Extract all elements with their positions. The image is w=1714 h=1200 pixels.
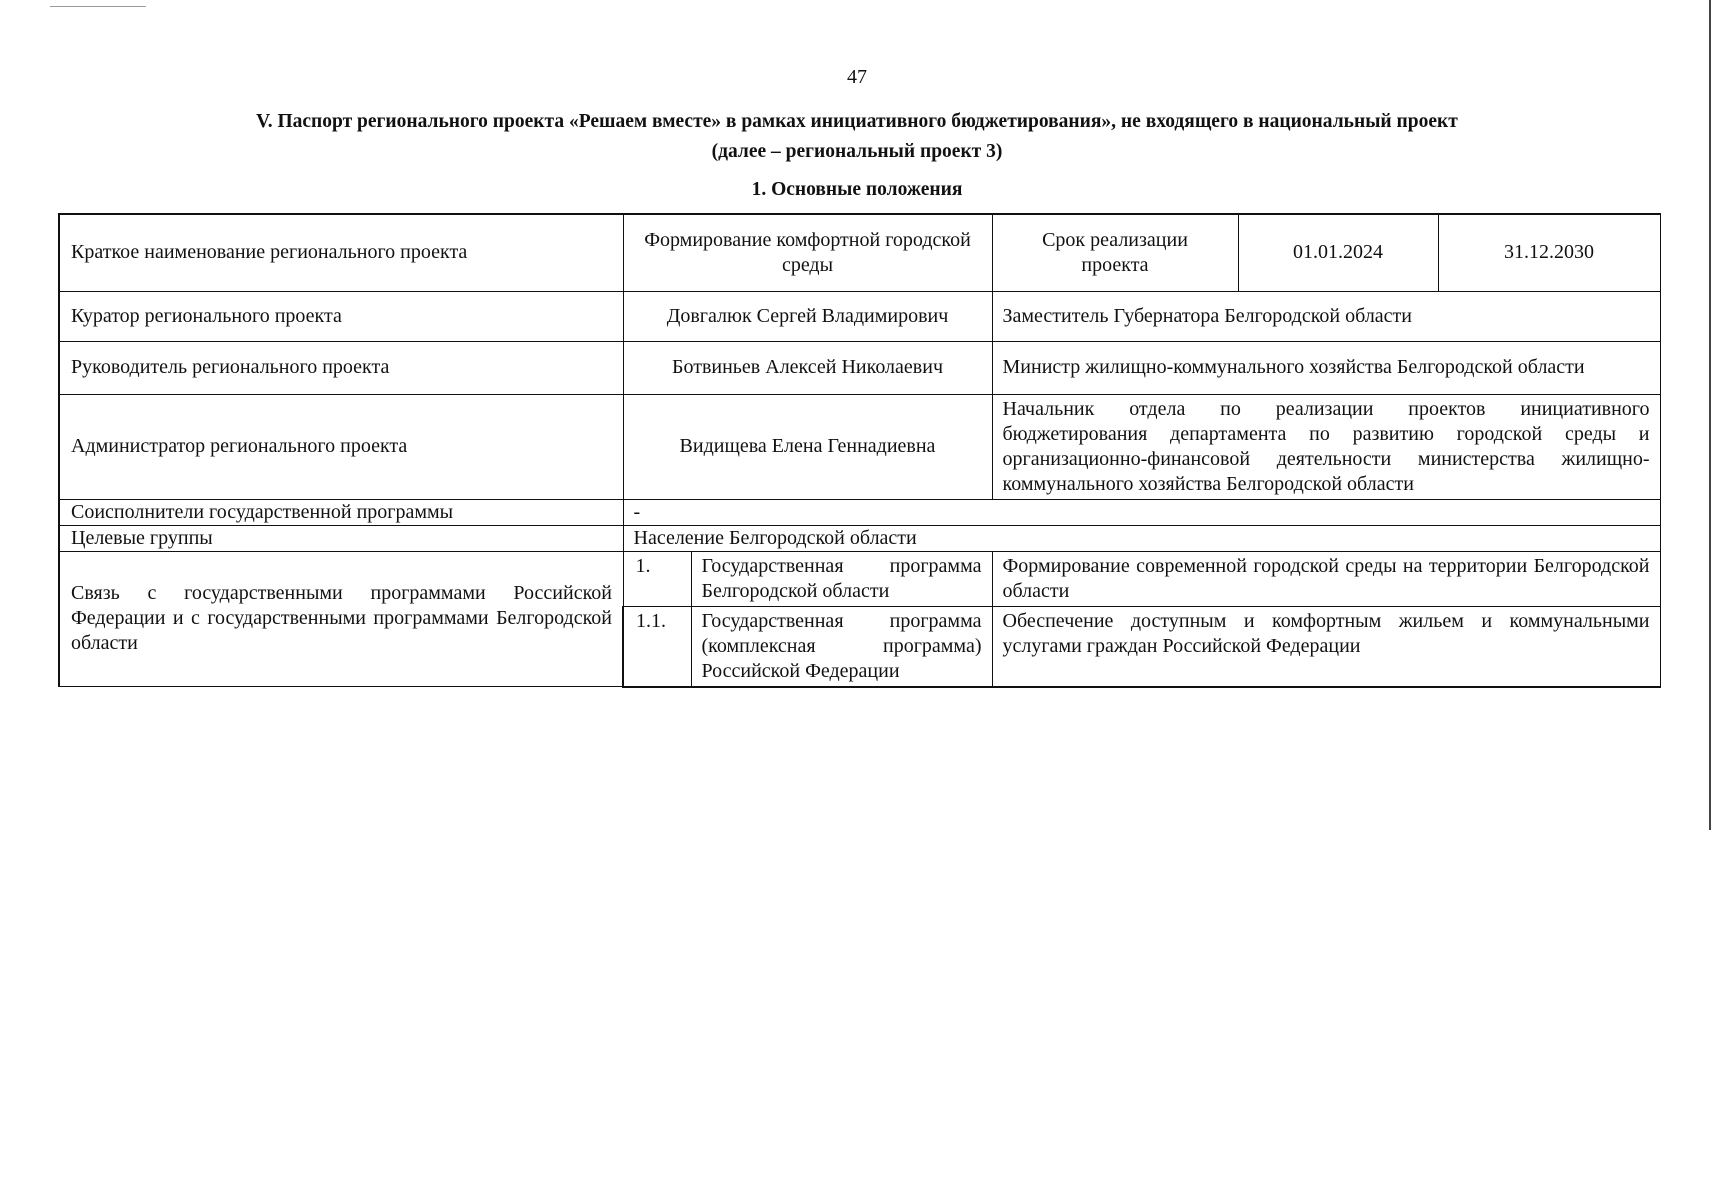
term-label: Срок реализации проекта [992, 214, 1238, 291]
head-position: Министр жилищно-коммунального хозяйства Белгородской области [992, 341, 1660, 394]
table-row-link-1 [59, 551, 1660, 606]
curator-label: Куратор регионального проекта [59, 291, 623, 341]
project-passport-table [58, 213, 1661, 688]
co-executors-value: - [623, 499, 1660, 525]
page-number: 47 [847, 66, 867, 88]
link-program-name: Формирование современной городской среды на территории Белгородской области [992, 551, 1660, 606]
top-decorative-rule [50, 6, 146, 7]
short-name-label: Краткое наименование регионального проекта [59, 214, 623, 291]
target-groups-label: Целевые группы [59, 525, 623, 551]
head-label: Руководитель регионального проекта [59, 341, 623, 394]
start-date: 01.01.2024 [1238, 214, 1438, 291]
document-subtitle: (далее – региональный проект 3) [711, 141, 1003, 162]
administrator-position: Начальник отдела по реализации проектов инициативного бюджетирования департамента по развитию городской среды и организационно-финансовой деятельности министерства жилищно-коммунального хозяйства Белгородской области [992, 394, 1660, 499]
curator-name: Довгалюк Сергей Владимирович [623, 291, 992, 341]
short-name-value: Формирование комфортной городской среды [623, 214, 992, 291]
link-number: 1. [623, 551, 691, 606]
curator-position: Заместитель Губернатора Белгородской области [992, 291, 1660, 341]
table-row-administrator [59, 394, 1660, 499]
link-number: 1.1. [623, 606, 691, 687]
link-program-type: Государственная программа Белгородской области [691, 551, 992, 606]
document-title: V. Паспорт регионального проекта «Решаем вместе» в рамках инициативного бюджетирования», не входящего в национальный проект [256, 111, 1458, 132]
administrator-name: Видищева Елена Геннадиевна [623, 394, 992, 499]
link-program-type: Государственная программа (комплексная программа) Российской Федерации [691, 606, 992, 687]
end-date: 31.12.2030 [1438, 214, 1660, 291]
links-label: Связь с государственными программами Российской Федерации и с государственными программами Белгородской области [59, 551, 623, 687]
table-row-co-executors [59, 499, 1660, 525]
table-row-short-name [59, 214, 1660, 291]
administrator-label: Администратор регионального проекта [59, 394, 623, 499]
table-row-head [59, 341, 1660, 394]
table-row-target-groups [59, 525, 1660, 551]
table-row-curator [59, 291, 1660, 341]
scan-edge-rule [1709, 0, 1711, 830]
head-name: Ботвиньев Алексей Николаевич [623, 341, 992, 394]
link-program-name: Обеспечение доступным и комфортным жильем и коммунальными услугами граждан Российской Федерации [992, 606, 1660, 687]
co-executors-label: Соисполнители государственной программы [59, 499, 623, 525]
target-groups-value: Население Белгородской области [623, 525, 1660, 551]
section-title: 1. Основные положения [751, 179, 963, 200]
